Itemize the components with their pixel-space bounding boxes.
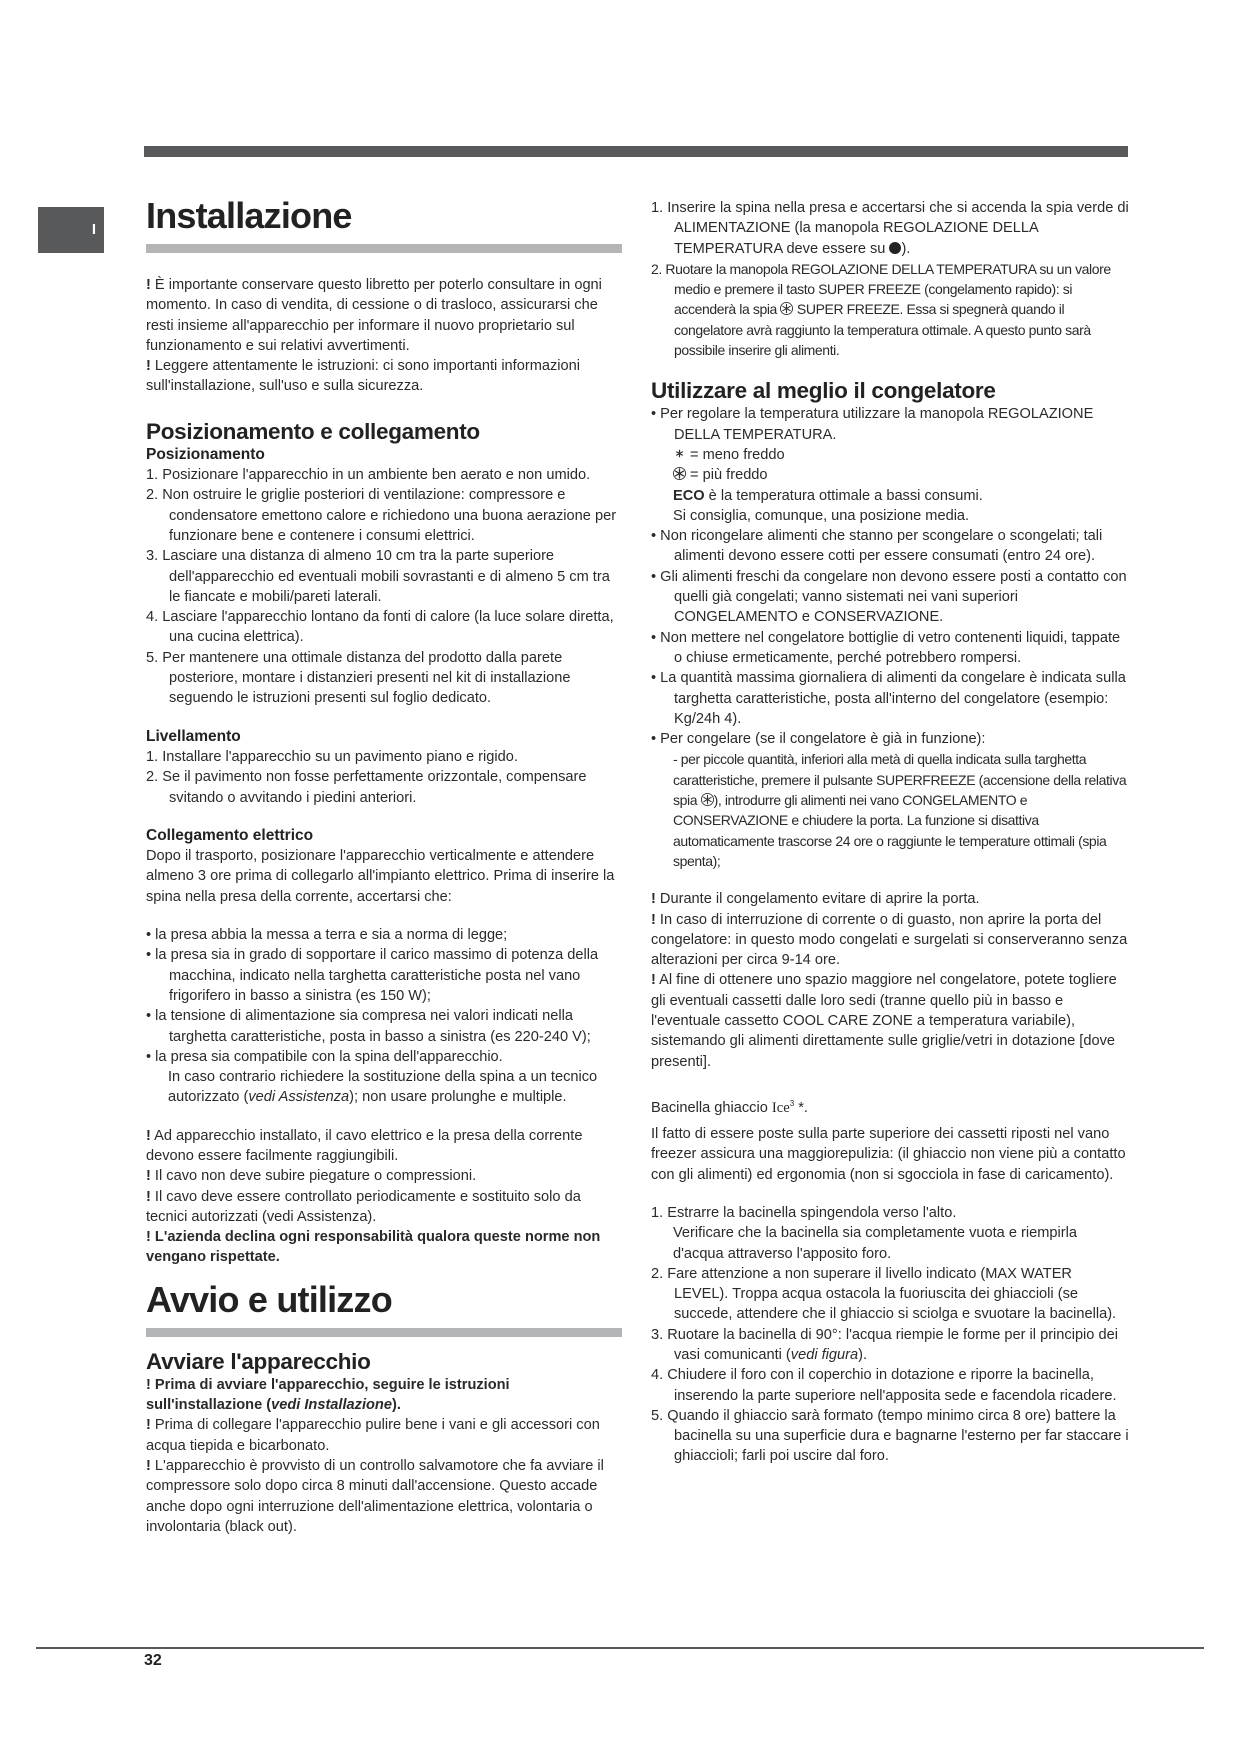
list-item: 5. Quando il ghiaccio sarà formato (tempo minimo circa 8 ore) battere la bacinella su una superficie dura e bagnarne l'esterno per far staccare i ghiaccioli; farli poi uscire dal foro. bbox=[651, 1407, 1129, 1465]
title-rule bbox=[146, 1328, 622, 1337]
list-item: • Non ricongelare alimenti che stanno per scongelare o scongelati; tali alimenti devono essere cotti per essere consumati (entro 24 ore). bbox=[651, 528, 1103, 565]
title-avvio-utilizzo: Avvio e utilizzo bbox=[146, 1278, 392, 1320]
list-item: 4. Chiudere il foro con il coperchio in dotazione e riporre la bacinella, inserendo la parte superiore nell'apposita sede e facendola ricadere. bbox=[651, 1367, 1117, 1404]
warning-1: ! Ad apparecchio installato, il cavo elettrico e la presa della corrente devono essere facilmente raggiungibili. bbox=[146, 1127, 583, 1164]
snowflake-large-icon bbox=[673, 467, 686, 480]
warning-bold: ! L'azienda declina ogni responsabilità qualora queste norme non vengano rispettate. bbox=[146, 1229, 601, 1266]
warning-3: ! Il cavo deve essere controllato periodicamente e sostituito solo da tecnici autorizzati (vedi Assistenza). bbox=[146, 1188, 581, 1225]
list-item: 3. Ruotare la bacinella di 90°: l'acqua riempie le forme per il principio dei vasi comunicanti (vedi figura). bbox=[651, 1326, 1118, 1363]
congelatore-bullet-1 bbox=[651, 404, 1129, 445]
list-item: • La quantità massima giornaliera di alimenti da congelare è indicata sulla targhetta caratteristiche, posta all'interno del congelatore (esempio: Kg/24h 4). bbox=[651, 670, 1126, 727]
language-tab: I bbox=[38, 207, 104, 253]
title-rule bbox=[146, 244, 622, 253]
list-item: 4. Lasciare l'apparecchio lontano da fonti di calore (la luce solare diretta, una cucina elettrica). bbox=[146, 609, 614, 646]
ice-tray-steps bbox=[651, 1203, 1129, 1467]
page-number: 32 bbox=[144, 1652, 162, 1669]
subheading-posizionamento: Posizionamento bbox=[146, 445, 265, 463]
intro-paragraph-2: ! Leggere attentamente le istruzioni: ci sono importanti informazioni sull'installazione, sull'uso e sulla sicurezza. bbox=[146, 358, 580, 395]
snowflake-icon bbox=[780, 302, 793, 315]
subheading-livellamento: Livellamento bbox=[146, 727, 241, 745]
list-item: • la presa abbia la messa a terra e sia a norma di legge; bbox=[146, 927, 508, 944]
list-item: 1. Estrarre la bacinella spingendola verso l'alto. bbox=[651, 1204, 957, 1221]
list-item: • Per regolare la temperatura utilizzare la manopola REGOLAZIONE DELLA TEMPERATURA. bbox=[651, 406, 1094, 443]
avviare-paragraph-2: ! L'apparecchio è provvisto di un controllo salvamotore che fa avviare il compressore solo dopo circa 8 minuti dall'accensione. Questo accade anche dopo ogni interruzione dell'alimentazione elettrica, volontaria o involontaria (black out). bbox=[146, 1457, 604, 1535]
ice-tray-label: Bacinella ghiaccio Ice$^3$ *. bbox=[651, 1098, 808, 1116]
list-item: • Non mettere nel congelatore bottiglie di vetro contenenti liquidi, tappate o chiuse ermeticamente, perché potrebbero rompersi. bbox=[651, 629, 1121, 666]
congelatore-bullets bbox=[651, 526, 1129, 749]
collegamento-bullets bbox=[146, 925, 622, 1067]
livellamento-list bbox=[146, 747, 622, 808]
top-bar bbox=[144, 146, 1128, 157]
list-item: • la presa sia compatibile con la spina dell'apparecchio. bbox=[146, 1048, 503, 1065]
list-item: • Gli alimenti freschi da congelare non devono essere posti a contatto con quelli già congelati; vanno sistemati nei vani superiori CONGELAMENTO e CONSERVAZIONE. bbox=[651, 568, 1127, 626]
title-installazione: Installazione bbox=[146, 195, 352, 236]
freezer-warning-1: ! Durante il congelamento evitare di aprire la porta. bbox=[651, 891, 980, 908]
list-item: 1. Inserire la spina nella presa e accertarsi che si accenda la spia verde di ALIMENTAZIONE (la manopola REGOLAZIONE DELLA TEMPERATURA deve essere su ). bbox=[651, 200, 1129, 257]
list-item: 3. Lasciare una distanza di almeno 10 cm tra la parte superiore dell'apparecchio ed eventuali mobili sovrastanti e di almeno 5 cm tra le fiancate e mobili/pareti laterali. bbox=[146, 548, 610, 605]
congelare-sub-item: - per piccole quantità, inferiori alla metà di quella indicata sulla targhetta caratteristiche, premere il pulsante SUPERFREEZE (accensione della relativa spia ), introdurre gli alimenti nei vano CONGELAMENTO e CONSERVAZIONE e chiudere la porta. La funzione si disattiva automaticamente trascorse 24 ore o raggiunte le temperature ottimali (spia spenta); bbox=[673, 751, 1127, 869]
list-item: • Per congelare (se il congelatore è già in funzione): bbox=[651, 731, 986, 748]
ice-tray-description: Il fatto di essere poste sulla parte superiore dei cassetti riposti nel vano freezer assicura una maggiorepulizia: (il ghiaccio non viene più a contatto con gli alimenti) ed ergonomia (non si sgocciola in fase di caricamento). bbox=[651, 1126, 1126, 1183]
bottom-rule bbox=[36, 1647, 1204, 1649]
list-item: • la presa sia in grado di sopportare il carico massimo di potenza della macchina, indicato nella targhetta caratteristiche posta nel vano frigorifero in basso a sinistra (es 150 W); bbox=[146, 947, 599, 1004]
start-steps bbox=[651, 198, 1129, 360]
right-column bbox=[651, 198, 1129, 1467]
intro-paragraph-1: ! È importante conservare questo libretto per poterlo consultare in ogni momento. In caso di vendita, di cessione o di trasloco, assicurarsi che resti insieme all'apparecchio per informare il nuovo proprietario sul funzionamento e sui relativi avvertimenti. bbox=[146, 277, 602, 354]
freezer-warning-3: ! Al fine di ottenere uno spazio maggiore nel congelatore, potete togliere gli eventuali cassetti dalle loro sedi (tranne quello più in basso e l'eventuale cassetto COOL CARE ZONE a temperatura variabile), sistemando gli alimenti direttamente sulle griglie/vetri in dotazione [dove presenti]. bbox=[651, 972, 1117, 1070]
list-item: 5. Per mantenere una ottimale distanza del prodotto dalla parete posteriore, montare i distanzieri presenti nel kit di installazione seguendo le istruzioni presenti sul foglio dedicato. bbox=[146, 649, 571, 707]
subheading-collegamento-elettrico: Collegamento elettrico bbox=[146, 826, 314, 844]
heading-avviare-apparecchio: Avviare l'apparecchio bbox=[146, 1348, 371, 1374]
list-item: 1. Installare l'apparecchio su un pavimento piano e rigido. bbox=[146, 748, 518, 765]
heading-congelatore: Utilizzare al meglio il congelatore bbox=[651, 378, 996, 404]
avviare-bold-intro: ! Prima di avviare l'apparecchio, seguire le istruzioni sull'installazione (vedi Installazione). bbox=[146, 1376, 510, 1414]
list-item: 2. Ruotare la manopola REGOLAZIONE DELLA TEMPERATURA su un valore medio e premere il tasto SUPER FREEZE (congelamento rapido): si accenderà la spia SUPER FREEZE. Essa si spegnerà quando il congelatore avrà raggiunto la temperatura ottimale. A questo punto sarà possibile inserire gli alimenti. bbox=[651, 260, 1111, 359]
heading-posizionamento-collegamento: Posizionamento e collegamento bbox=[146, 418, 480, 444]
freezer-warning-2: ! In caso di interruzione di corrente o di guasto, non aprire la porta del congelatore: in questo modo congelati e surgelati si conserveranno senza alterazioni per circa 9-14 ore. bbox=[651, 911, 1128, 969]
collegamento-note: In caso contrario richiedere la sostituzione della spina a un tecnico autorizzato (vedi Assistenza); non usare prolunghe e multiple. bbox=[168, 1069, 598, 1106]
list-item-continuation: Verificare che la bacinella sia completamente vuota e riempirla d'acqua attraverso l'apposito foro. bbox=[673, 1225, 1077, 1262]
snowflake-icon bbox=[701, 793, 714, 806]
power-dot-icon bbox=[889, 242, 901, 254]
avviare-paragraph-1: ! Prima di collegare l'apparecchio pulire bene i vani e gli accessori con acqua tiepida e bicarbonato. bbox=[146, 1417, 600, 1454]
left-column bbox=[146, 194, 622, 1537]
list-item: 2. Fare attenzione a non superare il livello indicato (MAX WATER LEVEL). Troppa acqua ostacola la fuoriuscita dei ghiaccioli (se succede, attendere che il ghiaccio si sciolga e svuotare la bacinella). bbox=[651, 1265, 1117, 1323]
collegamento-intro: Dopo il trasporto, posizionare l'apparecchio verticalmente e attendere almeno 3 ore prima di collegarlo all'impianto elettrico. Prima di inserire la spina nella presa della corrente, accertarsi che: bbox=[146, 848, 615, 905]
list-item: 2. Non ostruire le griglie posteriori di ventilazione: compressore e condensatore emettono calore e richiedono una buona aerazione per funzionare bene e contenere i consumi elettrici. bbox=[146, 487, 617, 544]
snowflake-small-icon bbox=[673, 447, 686, 460]
list-item: 2. Se il pavimento non fosse perfettamente orizzontale, compensare svitando o avvitando i piedini anteriori. bbox=[146, 769, 587, 806]
posizionamento-list bbox=[146, 465, 622, 709]
temperature-legend: = meno freddo = più freddo ECO è la temperatura ottimale a bassi consumi. Si consiglia, comunque, una posizione media. bbox=[673, 446, 983, 524]
list-item: 1. Posizionare l'apparecchio in un ambiente ben aerato e non umido. bbox=[146, 467, 591, 484]
warning-2: ! Il cavo non deve subire piegature o compressioni. bbox=[146, 1168, 477, 1185]
list-item: • la tensione di alimentazione sia compresa nei valori indicati nella targhetta caratteristiche, posta in basso a sinistra (es 220-240 V); bbox=[146, 1008, 591, 1045]
